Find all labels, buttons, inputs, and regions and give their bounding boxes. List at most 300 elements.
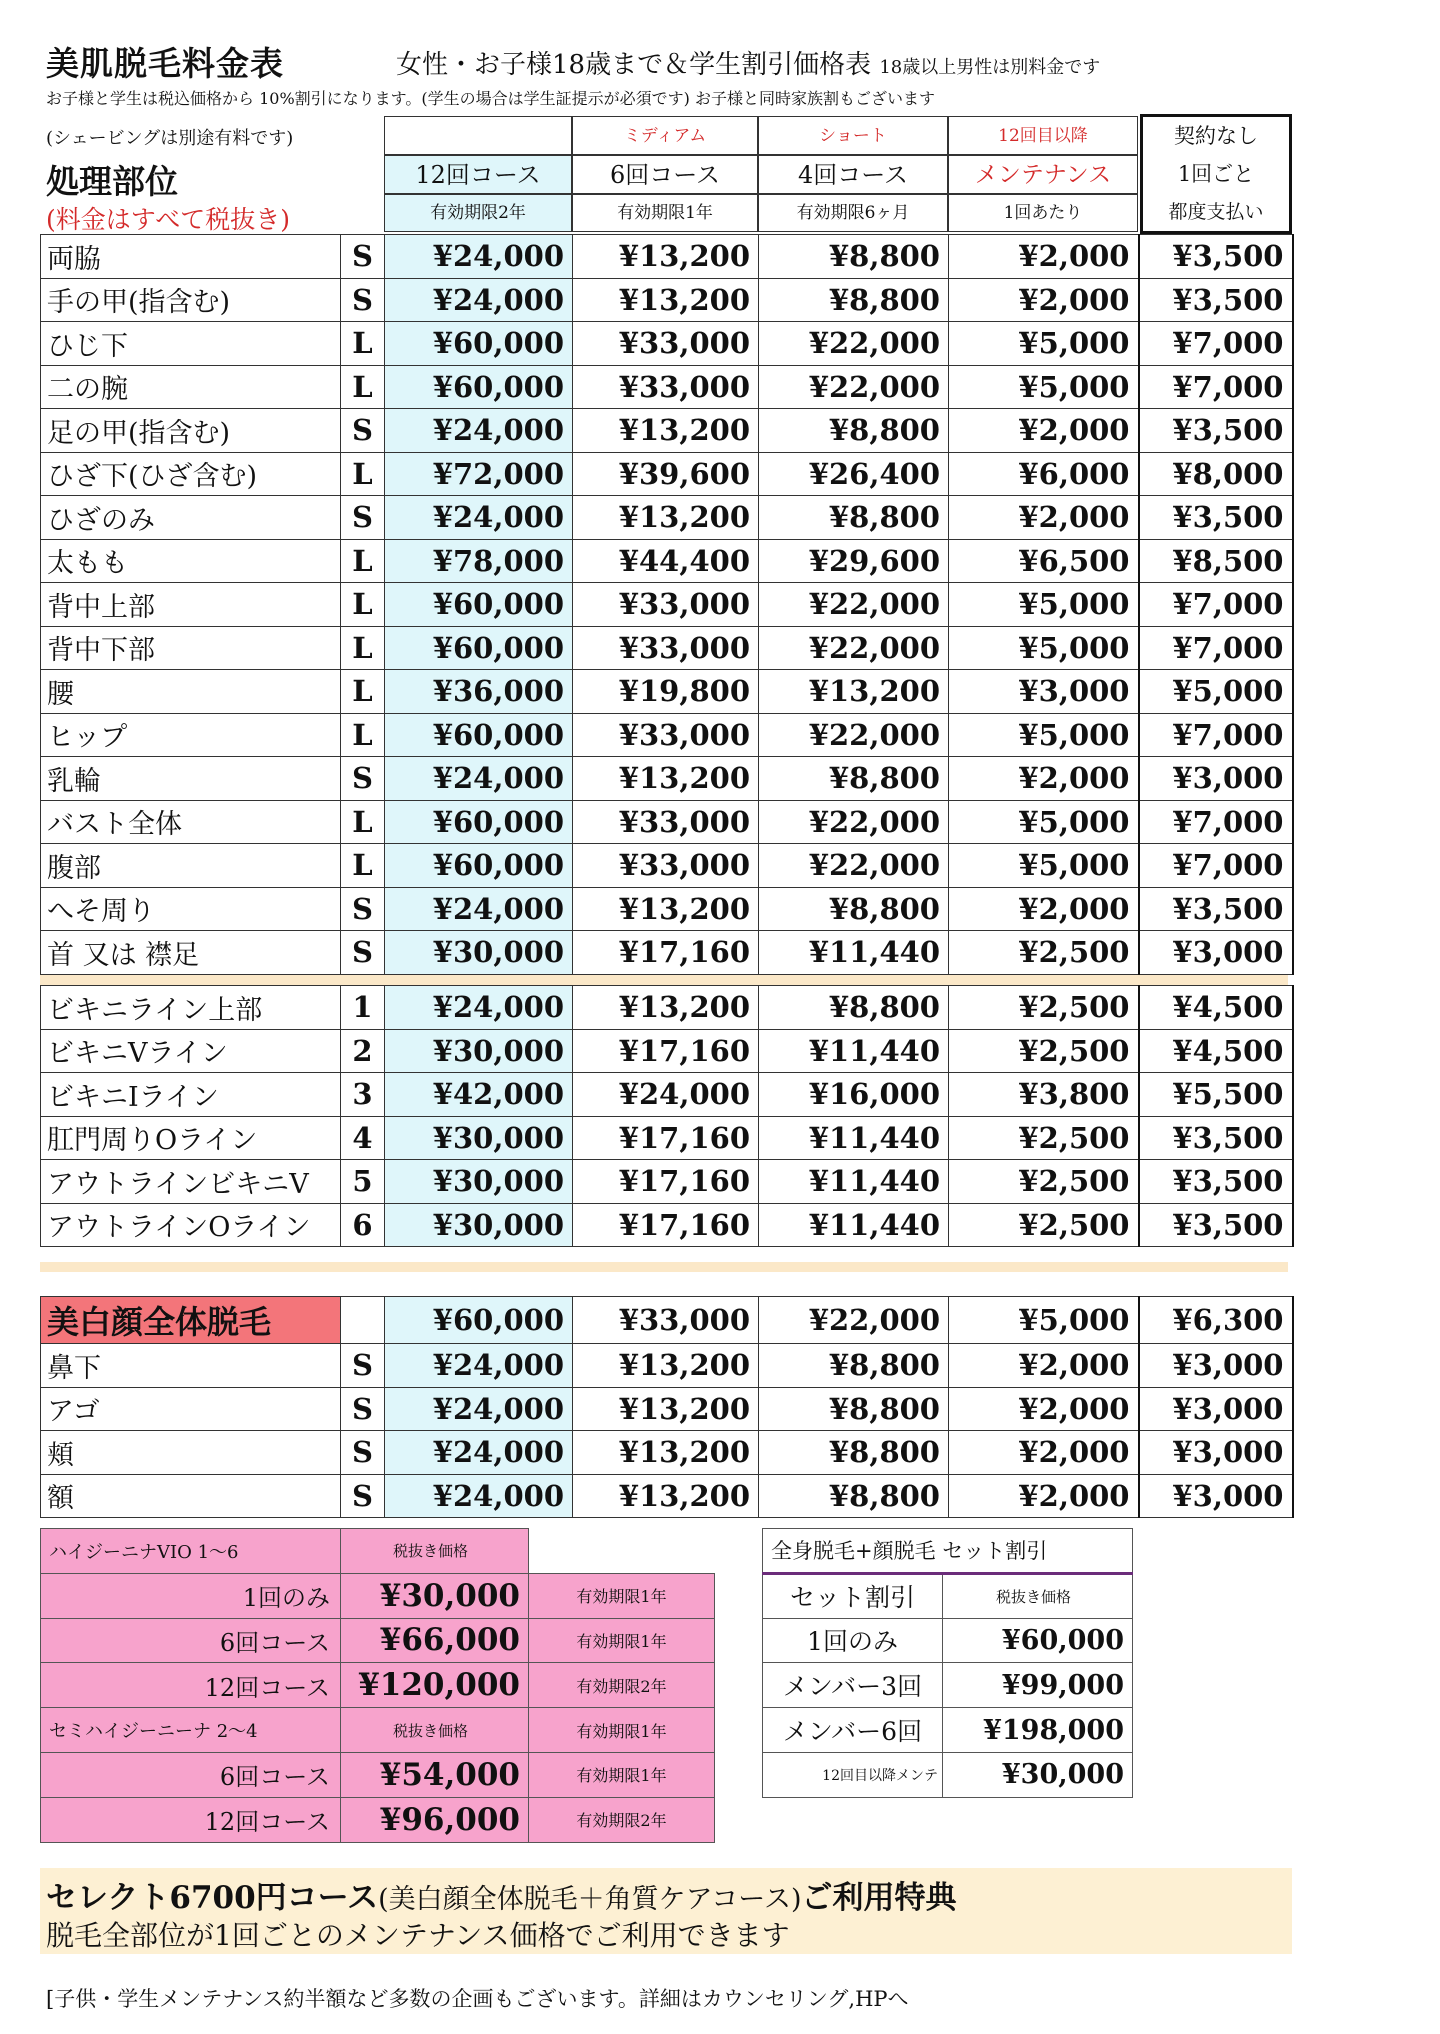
price-maintenance: ¥2,000 — [949, 887, 1139, 931]
part-name: 足の甲(指含む) — [41, 409, 341, 453]
price-6-course: ¥33,000 — [573, 713, 759, 757]
price-12-course: ¥24,000 — [385, 1387, 573, 1431]
hygiene-price: ¥54,000 — [341, 1752, 529, 1797]
select-title-paren: (美白顔全体脱毛＋角質ケアコース) — [378, 1884, 802, 1915]
size-code: L — [341, 670, 385, 714]
set-row — [763, 1752, 1133, 1797]
price-maintenance: ¥5,000 — [949, 800, 1139, 844]
price-maintenance: ¥5,000 — [949, 844, 1139, 888]
semi-hygiene-header-row — [41, 1708, 715, 1753]
price-maintenance: ¥3,800 — [949, 1073, 1139, 1117]
cn-top: 契約なし — [1174, 124, 1258, 148]
part-name: ヒップ — [41, 713, 341, 757]
price-no-contract: ¥3,500 — [1139, 278, 1293, 322]
no-contract-header-box — [1140, 114, 1292, 234]
price-6-course: ¥33,000 — [573, 583, 759, 627]
cm-validity: 1回あたり — [948, 194, 1138, 232]
part-name: 肛門周りOライン — [41, 1116, 341, 1160]
price-row — [41, 496, 1293, 540]
price-6-course: ¥17,160 — [573, 1203, 759, 1247]
price-row — [41, 1116, 1293, 1160]
size-code: S — [341, 278, 385, 322]
price-maintenance: ¥3,000 — [949, 670, 1139, 714]
tax-note: (料金はすべて税抜き) — [46, 205, 291, 234]
size-code: L — [341, 800, 385, 844]
price-6-course: ¥13,200 — [573, 1344, 759, 1388]
price-row — [41, 1203, 1293, 1247]
hygiene-table — [40, 1528, 715, 1843]
price-6-course: ¥13,200 — [573, 887, 759, 931]
price-no-contract: ¥3,500 — [1139, 1116, 1293, 1160]
part-name: 額 — [41, 1474, 341, 1518]
price-no-contract: ¥3,000 — [1139, 1474, 1293, 1518]
price-row — [41, 931, 1293, 975]
discount-note: お子様と学生は税込価格から 10%割引になります。(学生の場合は学生証提示が必須です) お子様と同時家族割もございます — [46, 89, 935, 108]
price-4-course: ¥8,800 — [759, 409, 949, 453]
price-maintenance: ¥5,000 — [949, 1297, 1139, 1344]
price-maintenance: ¥2,000 — [949, 757, 1139, 801]
price-4-course: ¥22,000 — [759, 365, 949, 409]
price-12-course: ¥30,000 — [385, 931, 573, 975]
price-no-contract: ¥3,500 — [1139, 409, 1293, 453]
hygiene-row — [41, 1663, 715, 1708]
set-price: ¥198,000 — [943, 1708, 1133, 1753]
price-row — [41, 670, 1293, 714]
size-code: L — [341, 539, 385, 583]
price-6-course: ¥13,200 — [573, 986, 759, 1030]
price-row — [41, 626, 1293, 670]
price-4-course: ¥22,000 — [759, 844, 949, 888]
set-price: ¥60,000 — [943, 1618, 1133, 1663]
set-col2: 税抜き価格 — [943, 1573, 1133, 1618]
c4-validity: 有効期限6ヶ月 — [758, 194, 948, 232]
price-4-course: ¥8,800 — [759, 887, 949, 931]
price-maintenance: ¥2,500 — [949, 931, 1139, 975]
price-12-course: ¥60,000 — [385, 583, 573, 627]
price-6-course: ¥13,200 — [573, 757, 759, 801]
part-name: 手の甲(指含む) — [41, 278, 341, 322]
hygiene-label: 6回コース — [41, 1752, 341, 1797]
set-row — [763, 1618, 1133, 1663]
set-price: ¥30,000 — [943, 1752, 1133, 1797]
part-name: ひじ下 — [41, 322, 341, 366]
size-code: L — [341, 583, 385, 627]
cn-name: 1回ごと — [1177, 162, 1255, 186]
hygiene-label: 1回のみ — [41, 1573, 341, 1618]
part-name: 鼻下 — [41, 1344, 341, 1388]
price-4-course: ¥22,000 — [759, 626, 949, 670]
price-4-course: ¥11,440 — [759, 931, 949, 975]
price-no-contract: ¥3,500 — [1139, 1203, 1293, 1247]
price-row — [41, 1431, 1293, 1475]
hygiene-validity: 有効期限2年 — [529, 1797, 715, 1842]
price-6-course: ¥33,000 — [573, 626, 759, 670]
hygiene-validity: 有効期限1年 — [529, 1618, 715, 1663]
semi-hygiene-header-validity: 有効期限1年 — [529, 1708, 715, 1753]
set-discount-table — [762, 1528, 1133, 1798]
price-4-course: ¥22,000 — [759, 1297, 949, 1344]
hygiene-label: 12回コース — [41, 1797, 341, 1842]
price-row — [41, 1387, 1293, 1431]
part-name: 頬 — [41, 1431, 341, 1475]
price-6-course: ¥33,000 — [573, 322, 759, 366]
price-12-course: ¥36,000 — [385, 670, 573, 714]
price-12-course: ¥42,000 — [385, 1073, 573, 1117]
price-maintenance: ¥2,000 — [949, 1387, 1139, 1431]
price-4-course: ¥11,440 — [759, 1116, 949, 1160]
price-no-contract: ¥5,000 — [1139, 670, 1293, 714]
page-title: 美肌脱毛料金表 — [46, 44, 284, 83]
part-name: 背中下部 — [41, 626, 341, 670]
price-4-course: ¥22,000 — [759, 583, 949, 627]
price-4-course: ¥26,400 — [759, 452, 949, 496]
price-row — [41, 1297, 1293, 1344]
price-no-contract: ¥7,000 — [1139, 626, 1293, 670]
price-4-course: ¥13,200 — [759, 670, 949, 714]
price-12-course: ¥30,000 — [385, 1116, 573, 1160]
part-name: 美白顔全体脱毛 — [41, 1297, 341, 1344]
price-12-course: ¥60,000 — [385, 713, 573, 757]
price-4-course: ¥8,800 — [759, 1344, 949, 1388]
price-no-contract: ¥7,000 — [1139, 800, 1293, 844]
select-course-body: 脱毛全部位が1回ごとのメンテナンス価格でご利用できます — [46, 1919, 790, 1952]
select-course-title — [46, 1872, 956, 1917]
part-name: アウトラインビキニV — [41, 1160, 341, 1204]
price-4-course: ¥8,800 — [759, 1474, 949, 1518]
price-4-course: ¥29,600 — [759, 539, 949, 583]
price-no-contract: ¥4,500 — [1139, 1029, 1293, 1073]
price-maintenance: ¥6,500 — [949, 539, 1139, 583]
price-maintenance: ¥6,000 — [949, 452, 1139, 496]
select-title-suffix: ご利用特典 — [801, 1880, 957, 1916]
body-price-table — [40, 234, 1294, 975]
size-code: S — [341, 235, 385, 279]
hygiene-validity: 有効期限1年 — [529, 1573, 715, 1618]
set-title: 全身脱毛+顔脱毛 セット割引 — [763, 1529, 1133, 1574]
hygiene-header: ハイジーニナVIO 1〜6 — [41, 1529, 341, 1574]
hygiene-tax-label: 税抜き価格 — [341, 1529, 529, 1574]
price-6-course: ¥19,800 — [573, 670, 759, 714]
c4-top: ショート — [758, 116, 948, 155]
price-4-course: ¥8,800 — [759, 986, 949, 1030]
price-maintenance: ¥2,000 — [949, 496, 1139, 540]
price-12-course: ¥24,000 — [385, 1474, 573, 1518]
part-name: 腰 — [41, 670, 341, 714]
price-6-course: ¥13,200 — [573, 1387, 759, 1431]
price-12-course: ¥24,000 — [385, 409, 573, 453]
price-maintenance: ¥2,500 — [949, 1203, 1139, 1247]
price-row — [41, 583, 1293, 627]
part-name: 太もも — [41, 539, 341, 583]
price-row — [41, 1344, 1293, 1388]
price-row — [41, 1474, 1293, 1518]
price-4-course: ¥8,800 — [759, 496, 949, 540]
price-4-course: ¥22,000 — [759, 713, 949, 757]
price-no-contract: ¥3,000 — [1139, 1344, 1293, 1388]
price-row — [41, 365, 1293, 409]
size-code — [341, 1297, 385, 1344]
price-6-course: ¥13,200 — [573, 409, 759, 453]
price-no-contract: ¥3,500 — [1139, 1160, 1293, 1204]
price-12-course: ¥60,000 — [385, 626, 573, 670]
price-no-contract: ¥3,000 — [1139, 931, 1293, 975]
part-name: 首 又は 襟足 — [41, 931, 341, 975]
subtitle-small: 18歳以上男性は別料金です — [879, 57, 1101, 78]
price-12-course: ¥24,000 — [385, 278, 573, 322]
price-6-course: ¥13,200 — [573, 278, 759, 322]
price-no-contract: ¥3,500 — [1139, 235, 1293, 279]
price-4-course: ¥22,000 — [759, 322, 949, 366]
price-12-course: ¥30,000 — [385, 1203, 573, 1247]
hygiene-price: ¥66,000 — [341, 1618, 529, 1663]
price-4-course: ¥11,440 — [759, 1029, 949, 1073]
c4-name: 4回コース — [758, 155, 948, 194]
c6-validity: 有効期限1年 — [572, 194, 758, 232]
select-title-main: セレクト6700円コース — [46, 1880, 379, 1916]
price-row — [41, 844, 1293, 888]
price-row — [41, 278, 1293, 322]
subtitle-main: 女性・お子様18歳まで＆学生割引価格表 — [396, 50, 872, 80]
price-6-course: ¥33,000 — [573, 844, 759, 888]
size-code: 6 — [341, 1203, 385, 1247]
hygiene-validity: 有効期限1年 — [529, 1752, 715, 1797]
price-maintenance: ¥2,500 — [949, 1160, 1139, 1204]
price-12-course: ¥24,000 — [385, 986, 573, 1030]
price-maintenance: ¥5,000 — [949, 713, 1139, 757]
price-no-contract: ¥3,000 — [1139, 1431, 1293, 1475]
price-no-contract: ¥3,000 — [1139, 1387, 1293, 1431]
size-code: L — [341, 626, 385, 670]
price-maintenance: ¥2,000 — [949, 235, 1139, 279]
c6-top: ミディアム — [572, 116, 758, 155]
price-12-course: ¥60,000 — [385, 322, 573, 366]
set-row — [763, 1708, 1133, 1753]
price-row — [41, 1073, 1293, 1117]
price-12-course: ¥30,000 — [385, 1160, 573, 1204]
part-name: ビキニIライン — [41, 1073, 341, 1117]
price-12-course: ¥24,000 — [385, 887, 573, 931]
subtitle — [396, 44, 1100, 81]
price-row — [41, 322, 1293, 366]
part-name: ビキニVライン — [41, 1029, 341, 1073]
hygiene-price: ¥120,000 — [341, 1663, 529, 1708]
price-12-course: ¥60,000 — [385, 800, 573, 844]
price-maintenance: ¥2,000 — [949, 278, 1139, 322]
cm-name: メンテナンス — [948, 155, 1138, 194]
price-row — [41, 986, 1293, 1030]
price-maintenance: ¥2,000 — [949, 1344, 1139, 1388]
part-name: アゴ — [41, 1387, 341, 1431]
price-no-contract: ¥7,000 — [1139, 713, 1293, 757]
vio-price-table — [40, 985, 1294, 1247]
size-code: L — [341, 844, 385, 888]
price-6-course: ¥33,000 — [573, 800, 759, 844]
face-price-table — [40, 1296, 1294, 1518]
price-4-course: ¥8,800 — [759, 757, 949, 801]
price-no-contract: ¥7,000 — [1139, 365, 1293, 409]
part-name: へそ周り — [41, 887, 341, 931]
price-12-course: ¥24,000 — [385, 496, 573, 540]
price-4-course: ¥16,000 — [759, 1073, 949, 1117]
cm-top: 12回目以降 — [948, 116, 1138, 155]
part-name: 腹部 — [41, 844, 341, 888]
part-name: ひざ下(ひざ含む) — [41, 452, 341, 496]
price-maintenance: ¥5,000 — [949, 626, 1139, 670]
price-row — [41, 800, 1293, 844]
hygiene-row — [41, 1573, 715, 1618]
hygiene-validity: 有効期限2年 — [529, 1663, 715, 1708]
size-code: L — [341, 322, 385, 366]
hygiene-row — [41, 1797, 715, 1842]
price-6-course: ¥39,600 — [573, 452, 759, 496]
price-6-course: ¥13,200 — [573, 235, 759, 279]
size-code: S — [341, 757, 385, 801]
price-4-course: ¥8,800 — [759, 278, 949, 322]
price-maintenance: ¥2,500 — [949, 986, 1139, 1030]
section-separator — [40, 975, 1288, 985]
price-row — [41, 1160, 1293, 1204]
price-12-course: ¥30,000 — [385, 1029, 573, 1073]
price-maintenance: ¥5,000 — [949, 583, 1139, 627]
price-12-course: ¥24,000 — [385, 1431, 573, 1475]
price-no-contract: ¥7,000 — [1139, 322, 1293, 366]
size-code: S — [341, 496, 385, 540]
price-6-course: ¥17,160 — [573, 931, 759, 975]
price-row — [41, 452, 1293, 496]
price-6-course: ¥33,000 — [573, 365, 759, 409]
price-maintenance: ¥2,000 — [949, 409, 1139, 453]
hygiene-price: ¥30,000 — [341, 1573, 529, 1618]
size-code: 5 — [341, 1160, 385, 1204]
size-code: 4 — [341, 1116, 385, 1160]
set-label: 1回のみ — [763, 1618, 943, 1663]
size-code: S — [341, 1387, 385, 1431]
footer-note: [子供・学生メンテナンス約半額など多数の企画もございます。詳細はカウンセリング,HPへ — [46, 1987, 909, 2011]
part-name: アウトラインOライン — [41, 1203, 341, 1247]
size-code: L — [341, 713, 385, 757]
part-name: ひざのみ — [41, 496, 341, 540]
semi-hygiene-header: セミハイジーニーナ 2〜4 — [41, 1708, 341, 1753]
section-separator — [40, 1262, 1288, 1272]
set-row — [763, 1663, 1133, 1708]
set-price: ¥99,000 — [943, 1663, 1133, 1708]
hygiene-row — [41, 1618, 715, 1663]
price-no-contract: ¥3,000 — [1139, 757, 1293, 801]
price-12-course: ¥24,000 — [385, 1344, 573, 1388]
price-no-contract: ¥3,500 — [1139, 496, 1293, 540]
size-code: S — [341, 1431, 385, 1475]
hygiene-label: 12回コース — [41, 1663, 341, 1708]
price-4-course: ¥8,800 — [759, 235, 949, 279]
price-maintenance: ¥2,500 — [949, 1029, 1139, 1073]
price-6-course: ¥13,200 — [573, 1474, 759, 1518]
price-12-course: ¥78,000 — [385, 539, 573, 583]
size-code: S — [341, 409, 385, 453]
price-4-course: ¥11,440 — [759, 1160, 949, 1204]
size-code: S — [341, 887, 385, 931]
size-code: 1 — [341, 986, 385, 1030]
price-maintenance: ¥2,000 — [949, 1431, 1139, 1475]
shaving-note: (シェービングは別途有料です) — [46, 128, 294, 149]
price-maintenance: ¥2,000 — [949, 1474, 1139, 1518]
price-no-contract: ¥6,300 — [1139, 1297, 1293, 1344]
size-code: S — [341, 931, 385, 975]
set-col1: セット割引 — [763, 1573, 943, 1618]
price-4-course: ¥8,800 — [759, 1387, 949, 1431]
c12-validity: 有効期限2年 — [384, 194, 572, 232]
price-6-course: ¥13,200 — [573, 1431, 759, 1475]
part-name: ビキニライン上部 — [41, 986, 341, 1030]
hygiene-header-row — [41, 1529, 715, 1574]
price-12-course: ¥60,000 — [385, 1297, 573, 1344]
price-4-course: ¥11,440 — [759, 1203, 949, 1247]
part-name: 背中上部 — [41, 583, 341, 627]
price-4-course: ¥22,000 — [759, 800, 949, 844]
price-no-contract: ¥5,500 — [1139, 1073, 1293, 1117]
price-maintenance: ¥2,500 — [949, 1116, 1139, 1160]
size-code: 3 — [341, 1073, 385, 1117]
price-row — [41, 757, 1293, 801]
price-12-course: ¥24,000 — [385, 235, 573, 279]
price-no-contract: ¥4,500 — [1139, 986, 1293, 1030]
hygiene-price: ¥96,000 — [341, 1797, 529, 1842]
cn-validity: 都度支払い — [1168, 201, 1264, 223]
c6-name: 6回コース — [572, 155, 758, 194]
size-code: L — [341, 365, 385, 409]
c12-top-cell — [384, 116, 572, 155]
size-code: 2 — [341, 1029, 385, 1073]
price-row — [41, 409, 1293, 453]
price-maintenance: ¥5,000 — [949, 322, 1139, 366]
price-12-course: ¥60,000 — [385, 844, 573, 888]
set-header-row — [763, 1573, 1133, 1618]
part-name: バスト全体 — [41, 800, 341, 844]
area-heading: 処理部位 — [46, 162, 178, 201]
price-12-course: ¥60,000 — [385, 365, 573, 409]
price-6-course: ¥13,200 — [573, 496, 759, 540]
part-name: 二の腕 — [41, 365, 341, 409]
price-no-contract: ¥8,500 — [1139, 539, 1293, 583]
price-12-course: ¥24,000 — [385, 757, 573, 801]
price-maintenance: ¥5,000 — [949, 365, 1139, 409]
price-6-course: ¥44,400 — [573, 539, 759, 583]
hygiene-row — [41, 1752, 715, 1797]
part-name: 乳輪 — [41, 757, 341, 801]
price-6-course: ¥17,160 — [573, 1029, 759, 1073]
size-code: S — [341, 1474, 385, 1518]
hygiene-label: 6回コース — [41, 1618, 341, 1663]
c12-name: 12回コース — [384, 155, 572, 194]
set-label: メンバー3回 — [763, 1663, 943, 1708]
price-6-course: ¥33,000 — [573, 1297, 759, 1344]
part-name: 両脇 — [41, 235, 341, 279]
price-6-course: ¥17,160 — [573, 1116, 759, 1160]
price-no-contract: ¥3,500 — [1139, 887, 1293, 931]
price-row — [41, 713, 1293, 757]
size-code: S — [341, 1344, 385, 1388]
price-6-course: ¥17,160 — [573, 1160, 759, 1204]
semi-hygiene-tax-label: 税抜き価格 — [341, 1708, 529, 1753]
price-row — [41, 887, 1293, 931]
set-label: メンバー6回 — [763, 1708, 943, 1753]
price-6-course: ¥24,000 — [573, 1073, 759, 1117]
price-row — [41, 539, 1293, 583]
price-no-contract: ¥8,000 — [1139, 452, 1293, 496]
price-12-course: ¥72,000 — [385, 452, 573, 496]
price-row — [41, 1029, 1293, 1073]
price-no-contract: ¥7,000 — [1139, 583, 1293, 627]
price-4-course: ¥8,800 — [759, 1431, 949, 1475]
